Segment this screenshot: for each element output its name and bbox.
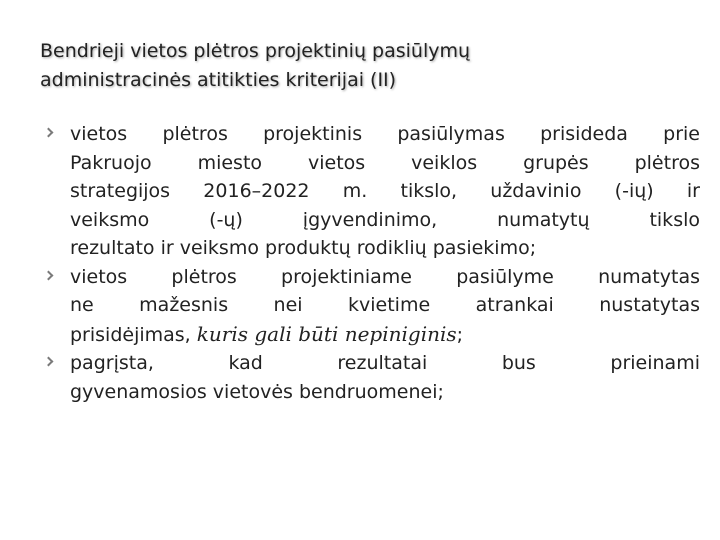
slide-title bbox=[40, 37, 700, 94]
criterion-text-line: ne mažesnis nei kvietime atrankai nustatytas bbox=[70, 294, 700, 316]
criterion-text-line: vietos plėtros projektiniame pasiūlyme numatytas bbox=[70, 265, 700, 288]
criterion-item bbox=[45, 263, 700, 350]
title-line: administracinės atitikties kriterijai (II) bbox=[40, 68, 397, 91]
criterion-text-line: gyvenamosios vietovės bendruomenei; bbox=[70, 380, 444, 403]
criterion-text-line: pagrįsta, kad rezultatai bus prieinami bbox=[70, 352, 700, 374]
criterion-item bbox=[45, 349, 700, 406]
title-line: Bendrieji vietos plėtros projektinių pasiūlymų bbox=[40, 40, 471, 62]
criterion-text-prefix: prisidėjimas, bbox=[70, 323, 197, 346]
criterion-text-line: rezultato ir veiksmo produktų rodiklių pasiekimo; bbox=[70, 237, 537, 259]
criterion-emphasis-text: kuris gali būti nepiniginis bbox=[196, 321, 457, 346]
criterion-text-suffix: ; bbox=[456, 323, 464, 346]
chevron-right-icon bbox=[44, 270, 54, 280]
criterion-text-line: veiksmo (-ų) įgyvendinimo, numatytų tikslo bbox=[70, 208, 700, 231]
criterion-text-line: vietos plėtros projektinis pasiūlymas prisideda prie bbox=[70, 123, 700, 145]
criterion-text-line: Pakruojo miesto vietos veiklos grupės plėtros bbox=[70, 151, 700, 174]
criterion-text-line: strategijos 2016–2022 m. tikslo, uždavinio (-ių) ir bbox=[70, 180, 700, 202]
criterion-item bbox=[45, 120, 700, 263]
chevron-right-icon bbox=[44, 128, 54, 138]
chevron-right-icon bbox=[44, 357, 54, 367]
criteria-list bbox=[45, 120, 700, 406]
criterion-text-line bbox=[70, 320, 700, 350]
